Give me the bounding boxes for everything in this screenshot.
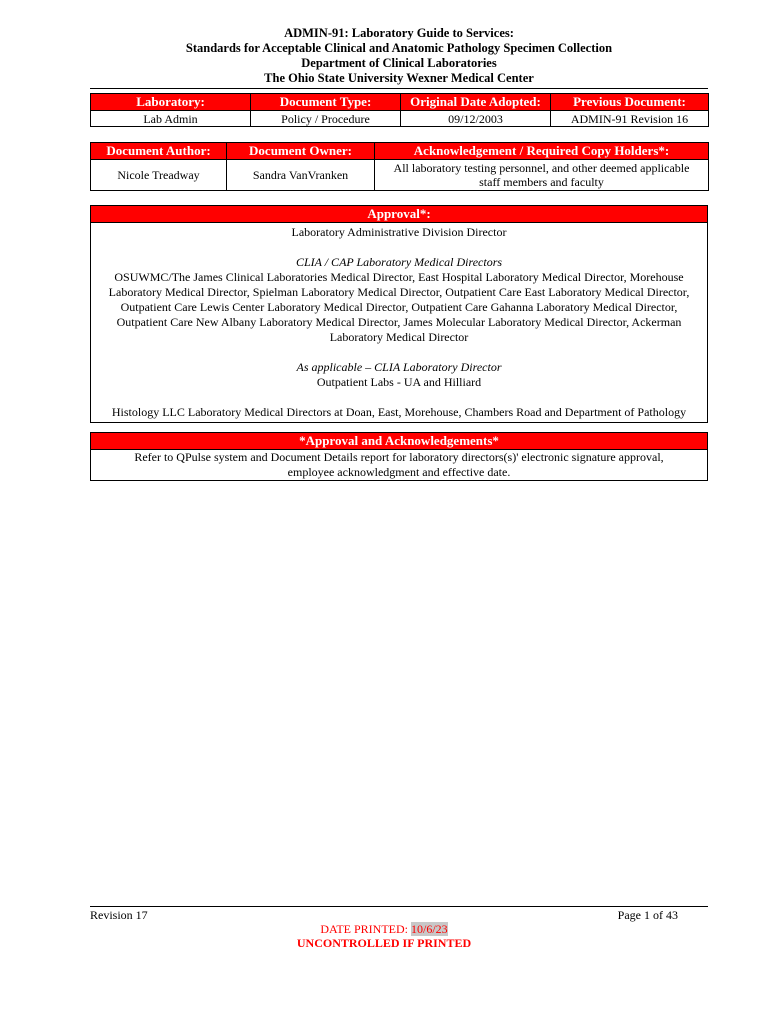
- revision-label: Revision 17: [90, 908, 148, 922]
- header-divider: [90, 88, 708, 89]
- document-type-value: Policy / Procedure: [251, 111, 401, 127]
- applicable-labs: Outpatient Labs - UA and Hilliard: [316, 375, 482, 389]
- acknowledgements-text: Refer to QPulse system and Document Details report for laboratory directors(s)' electronic signature approval, employee acknowledgment and effective date.: [91, 450, 708, 481]
- footer-divider: [90, 906, 708, 907]
- document-info-table: [90, 93, 709, 127]
- clia-directors: OSUWMC/The James Clinical Laboratories Medical Director, East Hospital Laboratory Medical Director, Morehouse Laboratory Medical Director, Spielman Laboratory Medical Director, Outpatient Care East Laboratory Medical Director, Outpatient Care Lewis Center Laboratory Medical Director, Outpatient Care Gahanna Laboratory Medical Director, Outpatient Care New Albany Laboratory Medical Director, James Molecular Laboratory Medical Director, Ackerman Laboratory Medical Director: [108, 270, 690, 344]
- applicable-title: As applicable – CLIA Laboratory Director: [296, 360, 502, 374]
- document-owner-header: Document Owner:: [227, 143, 375, 160]
- document-owner-value: Sandra VanVranken: [227, 160, 375, 191]
- previous-document-value: ADMIN-91 Revision 16: [551, 111, 709, 127]
- header-institution: The Ohio State University Wexner Medical Center: [264, 71, 534, 85]
- copy-holders-header: Acknowledgement / Required Copy Holders*:: [375, 143, 709, 160]
- approval-body: [91, 223, 708, 423]
- date-printed-label: DATE PRINTED:: [320, 922, 411, 936]
- clia-title: CLIA / CAP Laboratory Medical Directors: [295, 255, 503, 269]
- document-header: [90, 26, 708, 86]
- acknowledgements-header: *Approval and Acknowledgements*: [91, 433, 708, 450]
- previous-document-header: Previous Document:: [551, 94, 709, 111]
- laboratory-header: Laboratory:: [91, 94, 251, 111]
- document-author-header: Document Author:: [91, 143, 227, 160]
- header-department: Department of Clinical Laboratories: [301, 56, 497, 70]
- original-date-header: Original Date Adopted:: [401, 94, 551, 111]
- date-printed-value: 10/6/23: [411, 922, 448, 936]
- division-director: Laboratory Administrative Division Director: [291, 225, 507, 239]
- header-title: ADMIN-91: Laboratory Guide to Services:: [284, 26, 514, 40]
- uncontrolled-notice: UNCONTROLLED IF PRINTED: [296, 936, 472, 950]
- approval-table: [90, 205, 708, 423]
- document-author-value: Nicole Treadway: [91, 160, 227, 191]
- approval-header: Approval*:: [91, 206, 708, 223]
- histology-directors: Histology LLC Laboratory Medical Directors at Doan, East, Morehouse, Chambers Road and Department of Pathology: [111, 405, 687, 419]
- acknowledgements-table: [90, 432, 708, 481]
- document-type-header: Document Type:: [251, 94, 401, 111]
- original-date-value: 09/12/2003: [401, 111, 551, 127]
- date-printed: [0, 922, 768, 936]
- ownership-table: [90, 142, 709, 191]
- header-subtitle: Standards for Acceptable Clinical and Anatomic Pathology Specimen Collection: [185, 41, 613, 55]
- laboratory-value: Lab Admin: [91, 111, 251, 127]
- page-number: Page 1 of 43: [617, 908, 678, 922]
- copy-holders-value: All laboratory testing personnel, and other deemed applicable staff members and faculty: [375, 160, 709, 191]
